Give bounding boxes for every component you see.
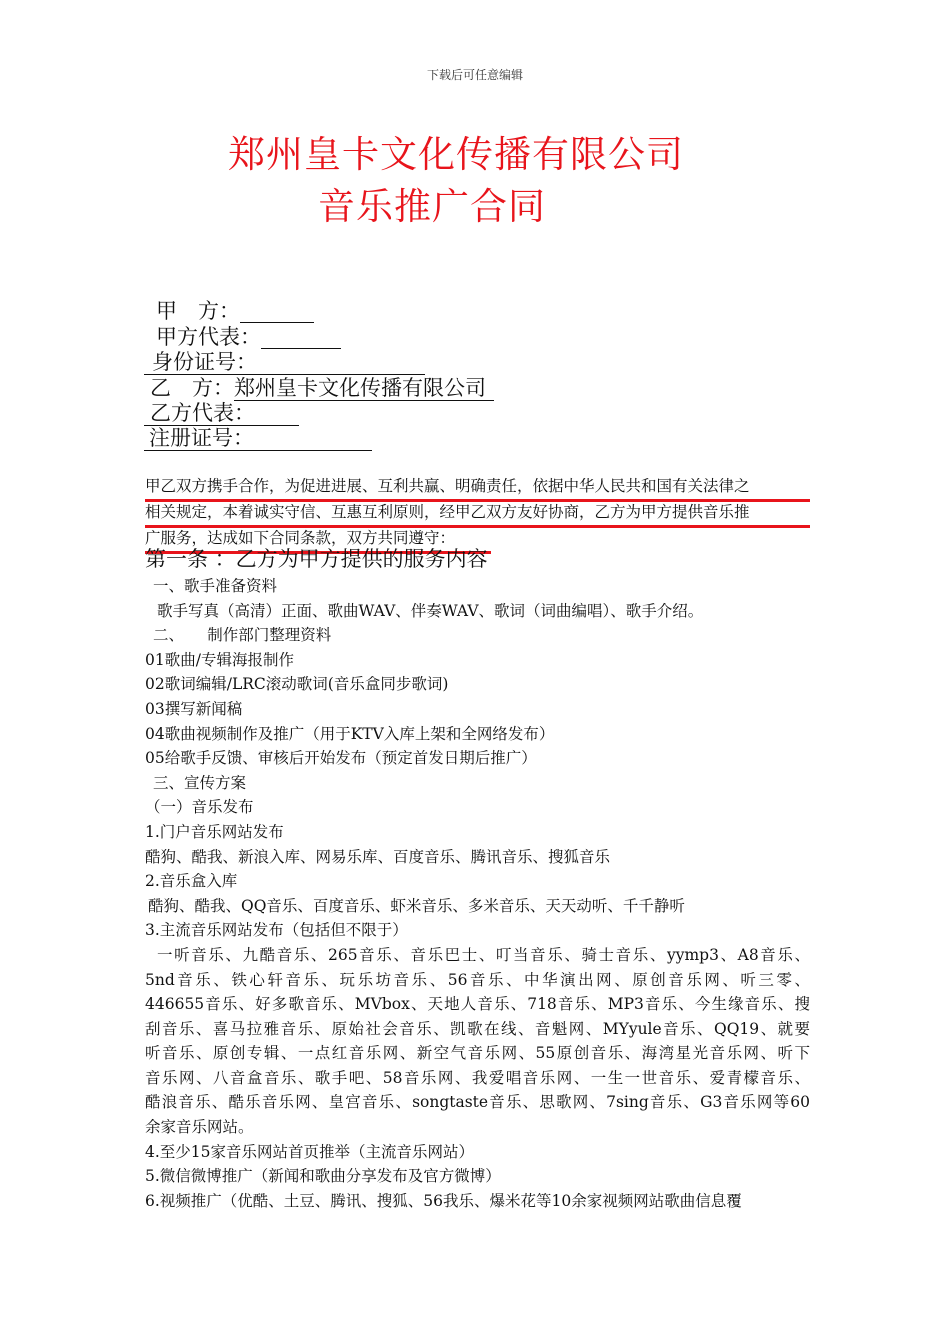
party-b-row xyxy=(150,376,494,401)
intro-line: 相关规定，本着诚实守信、互惠互利原则，经甲乙双方友好协商，乙方为甲方提供音乐推 xyxy=(145,500,810,526)
party-b-value: 郑州皇卡文化传播有限公司 xyxy=(234,376,494,401)
section-heading: 三、宣传方案 xyxy=(153,773,247,792)
intro-line: 甲乙双方携手合作，为促进进展、互利共赢、明确责任，依据中华人民共和国有关法律之 xyxy=(145,474,810,500)
id-number-blank[interactable] xyxy=(257,354,425,375)
list-item: 1.门户音乐网站发布 xyxy=(145,822,284,841)
contract-body xyxy=(145,544,810,1213)
party-a-rep-row xyxy=(156,325,341,349)
id-number-row xyxy=(144,350,425,375)
list-item: 05给歌手反馈、审核后开始发布（预定首发日期后推广） xyxy=(145,749,537,768)
body-line: 刮音乐、喜马拉雅音乐、原始社会音乐、凯歌在线、音魁网、MYyule音乐、QQ19、就要 xyxy=(145,1019,810,1038)
party-b-rep-label: 乙方代表： xyxy=(144,401,255,426)
party-a-rep-label: 甲方代表： xyxy=(156,325,261,349)
id-number-label: 身份证号： xyxy=(144,350,257,375)
registration-blank[interactable] xyxy=(254,430,372,451)
party-a-label: 甲 方： xyxy=(156,299,240,323)
list-item: 5.微信微博推广（新闻和歌曲分享发布及官方微博） xyxy=(145,1167,501,1186)
party-b-label: 乙 方： xyxy=(150,376,234,400)
contract-title: 音乐推广合同 xyxy=(318,185,546,228)
party-a-row xyxy=(156,299,314,323)
intro-paragraph xyxy=(145,474,810,552)
list-item: 4.至少15家音乐网站首页推举（主流音乐网站） xyxy=(145,1142,475,1161)
party-b-rep-blank[interactable] xyxy=(255,405,299,426)
registration-row xyxy=(144,426,372,451)
body-line: 一听音乐、九酷音乐、265音乐、音乐巴士、叮当音乐、骑士音乐、yymp3、A8音乐、 xyxy=(157,945,810,964)
list-item: 03撰写新闻稿 xyxy=(145,699,243,718)
party-b-rep-row xyxy=(144,401,299,426)
body-line: 446655音乐、好多歌音乐、MVbox、天地人音乐、718音乐、MP3音乐、今生缘音乐、搜 xyxy=(145,995,810,1014)
body-line: 余家音乐网站。 xyxy=(145,1118,254,1137)
registration-label: 注册证号： xyxy=(144,426,254,451)
body-line: 酷狗、酷我、新浪入库、网易乐库、百度音乐、腾讯音乐、搜狐音乐 xyxy=(145,847,611,866)
page-header: 下载后可任意编辑 xyxy=(426,68,523,82)
party-a-blank[interactable] xyxy=(240,302,314,323)
company-title: 郑州皇卡文化传播有限公司 xyxy=(228,133,684,176)
list-item: 3.主流音乐网站发布（包括但不限于） xyxy=(145,921,408,940)
body-line: 5nd音乐、铁心轩音乐、玩乐坊音乐、56音乐、中华演出网、原创音乐网、听三零、 xyxy=(145,970,810,989)
list-item: 04歌曲视频制作及推广（用于KTV入库上架和全网络发布） xyxy=(145,724,555,743)
body-line: 歌手写真（高清）正面、歌曲WAV、伴奏WAV、歌词（词曲编唱）、歌手介绍。 xyxy=(157,601,704,620)
body-line: 酷浪音乐、酷乐音乐网、皇宫音乐、songtaste音乐、思歌网、7sing音乐、G3音乐网等60 xyxy=(145,1093,810,1112)
sub-heading: （一）音乐发布 xyxy=(145,798,254,817)
section-heading: 一、歌手准备资料 xyxy=(153,577,278,595)
body-line: 音乐网、八音盒音乐、歌手吧、58音乐网、我爱唱音乐网、一生一世音乐、爱青檬音乐、 xyxy=(145,1068,810,1087)
list-item: 01歌曲/专辑海报制作 xyxy=(145,650,294,669)
list-item: 02歌词编辑/LRC滚动歌词(音乐盒同步歌词) xyxy=(145,675,449,694)
body-line: 听音乐、原创专辑、一点红音乐网、新空气音乐网、55原创音乐、海湾星光音乐网、听下 xyxy=(145,1044,810,1063)
list-item: 2.音乐盒入库 xyxy=(145,872,238,891)
article-1-heading: 第一条 ：乙方为甲方提供的服务内容 xyxy=(145,547,488,571)
section-heading: 二、 制作部门整理资料 xyxy=(153,626,332,645)
body-line: 酷狗、酷我、QQ音乐、百度音乐、虾米音乐、多米音乐、天天动听、千千静听 xyxy=(148,896,685,915)
intro-line: 广服务，达成如下合同条款，双方共同遵守： xyxy=(145,526,491,552)
list-item: 6.视频推广（优酷、土豆、腾讯、搜狐、56我乐、爆米花等10余家视频网站歌曲信息覆 xyxy=(145,1191,742,1210)
party-a-rep-blank[interactable] xyxy=(261,328,341,349)
